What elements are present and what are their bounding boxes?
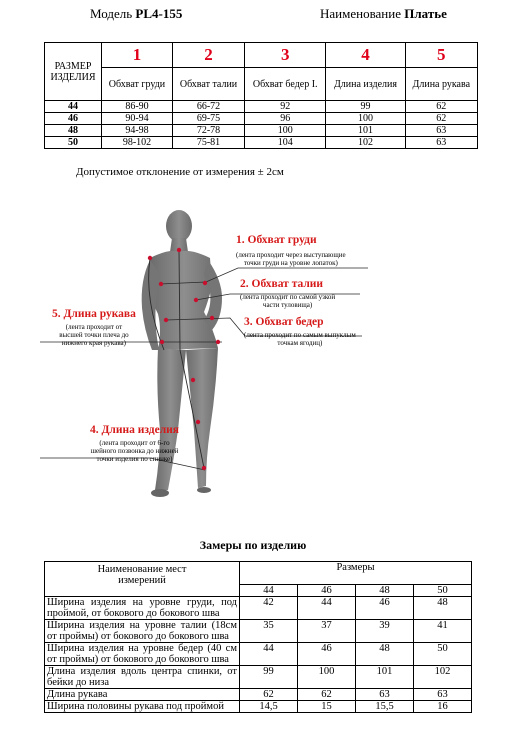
measurement-name: Длина изделия вдоль центра спинки, от бейки до низа xyxy=(45,666,240,689)
table-row xyxy=(45,701,472,713)
table-cell: 48 xyxy=(356,643,414,666)
measure-point-dot xyxy=(202,466,206,470)
model-line xyxy=(90,6,182,22)
note-length xyxy=(90,424,179,463)
column-number-5: 5 xyxy=(405,43,477,68)
table-cell: 46 xyxy=(298,643,356,666)
table-cell: 72-78 xyxy=(172,125,244,137)
table-row xyxy=(45,101,478,113)
table-cell: 99 xyxy=(240,666,298,689)
note-waist-desc-line: части туловища) xyxy=(262,301,313,309)
table-row xyxy=(45,597,472,620)
table-cell: 63 xyxy=(405,137,477,149)
table-cell: 48 xyxy=(414,597,472,620)
note-length-title: 4. Длина изделия xyxy=(90,424,180,436)
note-waist-desc-line: (лента проходит по самой узкой xyxy=(240,293,336,301)
size-column-header: 48 xyxy=(356,585,414,597)
measure-point-dot xyxy=(148,256,152,260)
table-row xyxy=(45,666,472,689)
note-sleeve-desc-line: высшей точки плеча до xyxy=(59,331,129,339)
column-header-length: Длина изделия xyxy=(326,68,405,101)
column-number-3: 3 xyxy=(245,43,326,68)
row-size: 44 xyxy=(45,101,102,113)
table-cell: 16 xyxy=(414,701,472,713)
measurement-name: Ширина половины рукава под проймой xyxy=(45,701,240,713)
table-cell: 75-81 xyxy=(172,137,244,149)
note-waist-title: 2. Обхват талии xyxy=(240,278,324,290)
table-cell: 15,5 xyxy=(356,701,414,713)
table-cell: 100 xyxy=(245,125,326,137)
table-cell: 63 xyxy=(356,689,414,701)
table-cell: 50 xyxy=(414,643,472,666)
table-cell: 96 xyxy=(245,113,326,125)
figure-head xyxy=(166,210,192,242)
table-cell: 62 xyxy=(405,113,477,125)
table-cell: 86-90 xyxy=(102,101,173,113)
table-cell: 69-75 xyxy=(172,113,244,125)
note-chest-desc-line: (лента проходит через выступающие xyxy=(236,251,346,259)
note-length-desc-line: (лента проходит от 6-го xyxy=(99,439,170,447)
table-cell: 63 xyxy=(414,689,472,701)
table-row xyxy=(45,137,478,149)
measure-point-dot xyxy=(191,378,195,382)
table-row xyxy=(45,643,472,666)
product-name-value: Платье xyxy=(404,6,447,21)
table-cell: 102 xyxy=(414,666,472,689)
note-chest-desc xyxy=(236,251,346,267)
table-cell: 62 xyxy=(240,689,298,701)
note-sleeve-desc-line: (лента проходит от xyxy=(65,323,123,331)
column-number-4: 4 xyxy=(326,43,405,68)
note-sleeve-desc xyxy=(52,323,136,347)
table-cell: 35 xyxy=(240,620,298,643)
size-chart-table xyxy=(44,42,478,149)
row-size: 48 xyxy=(45,125,102,137)
tolerance-note: Допустимое отклонение от измерения ± 2см xyxy=(76,166,284,178)
table-cell: 99 xyxy=(326,101,405,113)
table-row xyxy=(45,113,478,125)
model-value: PL4-155 xyxy=(135,6,183,21)
measurement-diagram xyxy=(0,190,506,520)
table-cell: 42 xyxy=(240,597,298,620)
size-column-header: 50 xyxy=(414,585,472,597)
row-size: 50 xyxy=(45,137,102,149)
measurement-name: Ширина изделия на уровне груди, под проймой, от бокового до бокового шва xyxy=(45,597,240,620)
table-cell: 102 xyxy=(326,137,405,149)
product-name-label: Наименование xyxy=(320,6,401,21)
note-chest xyxy=(236,234,346,267)
table-cell: 62 xyxy=(298,689,356,701)
column-header-chest: Обхват груди xyxy=(102,68,173,101)
sizes-header: Размеры xyxy=(240,562,472,585)
note-waist xyxy=(240,278,335,309)
size-column-header: 44 xyxy=(240,585,298,597)
table-cell: 39 xyxy=(356,620,414,643)
note-hips xyxy=(244,316,356,347)
measure-point-dot xyxy=(164,318,168,322)
table-cell: 44 xyxy=(240,643,298,666)
measure-point-dot xyxy=(210,316,214,320)
size-header-cell xyxy=(45,43,102,101)
measure-point-dot xyxy=(196,420,200,424)
column-number-1: 1 xyxy=(102,43,173,68)
table-cell: 66-72 xyxy=(172,101,244,113)
measurement-name: Ширина изделия на уровне бедер (40 см от проймы) от бокового до бокового шва xyxy=(45,643,240,666)
row-size: 46 xyxy=(45,113,102,125)
size-column-header: 46 xyxy=(298,585,356,597)
note-length-desc xyxy=(90,439,179,463)
note-sleeve xyxy=(52,308,136,347)
product-name-line xyxy=(320,6,447,22)
table-cell: 44 xyxy=(298,597,356,620)
measurements-title: Замеры по изделию xyxy=(199,538,307,552)
table-cell: 41 xyxy=(414,620,472,643)
table-cell: 37 xyxy=(298,620,356,643)
measure-point-dot xyxy=(160,340,164,344)
note-length-desc-line: точки изделия по спинке) xyxy=(96,455,173,463)
note-hips-title: 3. Обхват бедер xyxy=(244,316,324,328)
note-chest-title: 1. Обхват груди xyxy=(236,234,317,246)
figure-left-foot xyxy=(151,489,169,497)
table-cell: 94-98 xyxy=(102,125,173,137)
note-sleeve-title: 5. Длина рукава xyxy=(52,308,136,320)
measure-point-dot xyxy=(194,298,198,302)
table-cell: 101 xyxy=(326,125,405,137)
figure-left-leg xyxy=(155,348,186,490)
column-header-sleeve: Длина рукава xyxy=(405,68,477,101)
column-header-waist: Обхват талии xyxy=(172,68,244,101)
measure-point-dot xyxy=(177,248,181,252)
measure-point-dot xyxy=(216,340,220,344)
table-cell: 46 xyxy=(356,597,414,620)
size-header: РАЗМЕР ИЗДЕЛИЯ xyxy=(50,60,96,83)
table-row xyxy=(45,620,472,643)
model-label: Модель xyxy=(90,6,133,21)
note-chest-desc-line: точки груди на уровне лопаток) xyxy=(243,259,338,267)
figure-right-foot xyxy=(197,487,211,493)
table-row xyxy=(45,125,478,137)
table-cell: 100 xyxy=(298,666,356,689)
note-sleeve-desc-line: нижнего края рукава) xyxy=(61,339,126,347)
measurement-name: Длина рукава xyxy=(45,689,240,701)
table-cell: 100 xyxy=(326,113,405,125)
table-cell: 92 xyxy=(245,101,326,113)
table-cell: 101 xyxy=(356,666,414,689)
table-cell: 14,5 xyxy=(240,701,298,713)
note-length-desc-line: шейного позвонка до нижней xyxy=(90,447,179,455)
table-cell: 104 xyxy=(245,137,326,149)
garment-measurements-table xyxy=(44,561,472,713)
note-hips-desc xyxy=(244,331,356,347)
note-hips-desc-line: точкам ягодиц) xyxy=(277,339,323,347)
column-header-hips: Обхват бедер I. xyxy=(245,68,326,101)
measure-point-dot xyxy=(203,281,207,285)
table-cell: 15 xyxy=(298,701,356,713)
table-cell: 63 xyxy=(405,125,477,137)
measure-point-dot xyxy=(159,282,163,286)
table-cell: 98-102 xyxy=(102,137,173,149)
column-number-2: 2 xyxy=(172,43,244,68)
note-waist-desc xyxy=(240,293,335,309)
measurement-name-header: Наименование мест измерений xyxy=(45,562,240,597)
table-cell: 62 xyxy=(405,101,477,113)
measurement-name: Ширина изделия на уровне талии (18см от проймы) от бокового до бокового шва xyxy=(45,620,240,643)
table-cell: 90-94 xyxy=(102,113,173,125)
note-hips-desc-line: (лента проходит по самым выпуклым xyxy=(244,331,356,339)
table-row xyxy=(45,689,472,701)
